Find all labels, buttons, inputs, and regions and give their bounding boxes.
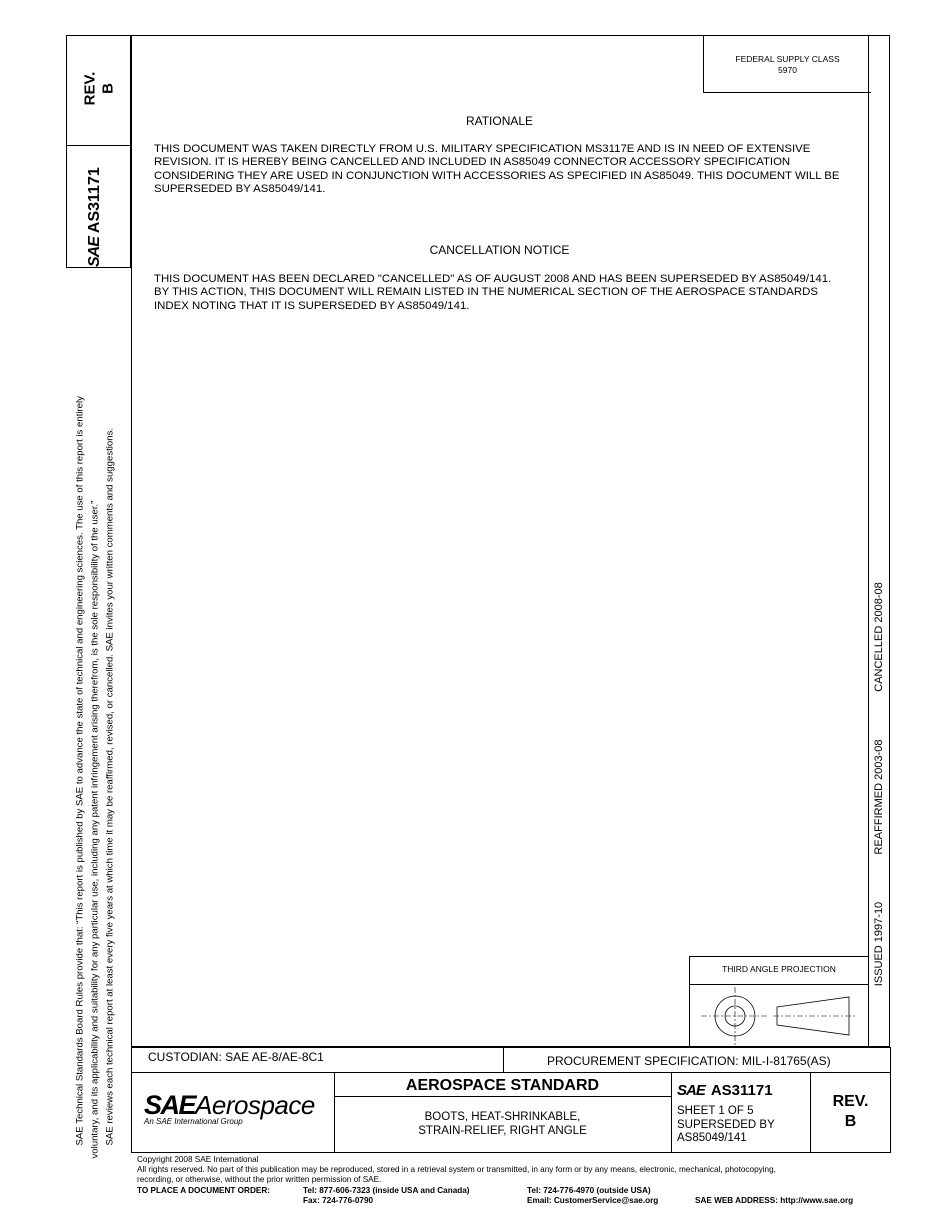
title-doc-number: AS31171 [710,1082,773,1099]
sae-logo-small: SAE [677,1082,705,1099]
footer-rights-line2: recording, or otherwise, without the prior written permission of SAE. [137,1175,382,1184]
margin-note-line2: voluntary, and its applicability and suitability for any particular use, including any patent infringement arising therefrom, is the sole responsibility of the user.” [89,500,101,1159]
issued-date: ISSUED 1997-10 [873,901,885,987]
fsc-value: 5970 [778,65,797,75]
custodian: CUSTODIAN: SAE AE-8/AE-8C1 [148,1050,324,1064]
rationale-heading: RATIONALE [465,114,534,128]
rationale-text: THIS DOCUMENT WAS TAKEN DIRECTLY FROM U.S. MILITARY SPECIFICATION MS3117E AND IS IN NEED OF EXTENSIVE REVISION. IT IS HEREBY BEING CANCELLED AND INCLUDED IN AS85049 CONNECTOR ACCESSORY SPECIFICATION CONSIDERING THEY ARE USED IN CONJUNCTION WITH ACCESSORIES AS SPECIFIED IN AS85049. THIS DOCUMENT WILL BE SUPERSEDED BY AS85049/141. [154,143,840,196]
standard-type-underline [334,1096,671,1097]
title-rev-label: REV. [832,1093,869,1110]
title-line1: BOOTS, HEAT-SHRINKABLE, [424,1111,581,1123]
left-doc-number: AS31171 [86,167,103,234]
fsc-label: FEDERAL SUPPLY CLASS [735,54,840,64]
title-line2: STRAIN-RELIEF, RIGHT ANGLE [418,1125,587,1137]
sheet-info [677,1105,775,1146]
left-header-divider [66,145,131,146]
title-rev-value: B [844,1113,857,1130]
footer-rights-line1: All rights reserved. No part of this publication may be reproduced, stored in a retrieval system or transmitted, in any form or by any means, electronic, mechanical, photocopying, [137,1165,776,1174]
superseded-label: SUPERSEDED BY [677,1118,775,1131]
footer-copyright: Copyright 2008 SAE International [137,1155,259,1164]
sae-logo-bold: SAE [144,1090,196,1120]
federal-supply-class-box [703,35,871,93]
reaffirmed-date: REAFFIRMED 2003-08 [873,739,885,855]
footer-tel-inside: Tel: 877-606-7323 (inside USA and Canada) [303,1186,470,1195]
cancellation-text: THIS DOCUMENT HAS BEEN DECLARED "CANCELLED" AS OF AUGUST 2008 AND HAS BEEN SUPERSEDED BY AS85049/141. BY THIS ACTION, THIS DOCUMENT WILL REMAIN LISTED IN THE NUMERICAL SECTION OF THE AEROSPACE STANDARDS INDEX NOTING THAT IT IS SUPERSEDED BY AS85049/141. [154,273,832,312]
left-rev-label: REV. [81,71,99,106]
cancelled-date: CANCELLED 2008-08 [873,582,885,692]
sae-aerospace-logo [144,1090,315,1126]
sheet-number: SHEET 1 OF 5 [677,1105,754,1117]
footer-email[interactable]: Email: CustomerService@sae.org [527,1196,659,1205]
cancellation-heading: CANCELLATION NOTICE [429,243,570,257]
row2-divider-b [671,1073,672,1153]
margin-note-line1: SAE Technical Standards Board Rules provide that: “This report is published by SAE to advance the state of technical and engineering sciences. The use of this report is entirely [74,396,86,1146]
title-rev [810,1092,891,1132]
footer-order-label: TO PLACE A DOCUMENT ORDER: [137,1186,270,1195]
document-title [334,1110,671,1138]
standard-type: AEROSPACE STANDARD [405,1077,600,1094]
procurement-spec: PROCUREMENT SPECIFICATION: MIL-I-81765(AS) [547,1054,831,1068]
logo-subtitle: An SAE International Group [144,1117,243,1126]
third-angle-projection-icon [689,985,869,1047]
sae-logo-mark: SAE [86,237,103,267]
footer-fax: Fax: 724-776-0790 [303,1196,374,1205]
superseded-value: AS85049/141 [677,1132,747,1144]
row1-divider [503,1047,504,1073]
footer-web[interactable]: SAE WEB ADDRESS: http://www.sae.org [695,1196,854,1205]
title-doc-id [677,1082,773,1099]
projection-label: THIRD ANGLE PROJECTION [722,964,836,974]
left-doc-id [86,147,108,267]
logo-text: Aerospace [195,1090,315,1120]
left-rev-value: B [99,83,117,94]
margin-note-line3: SAE reviews each technical report at least every five years at which time it may be reaffirmed, revised, or cancelled. SAE invites your written comments and suggestions. [104,427,116,1146]
footer-tel-outside: Tel: 724-776-4970 (outside USA) [527,1186,651,1195]
